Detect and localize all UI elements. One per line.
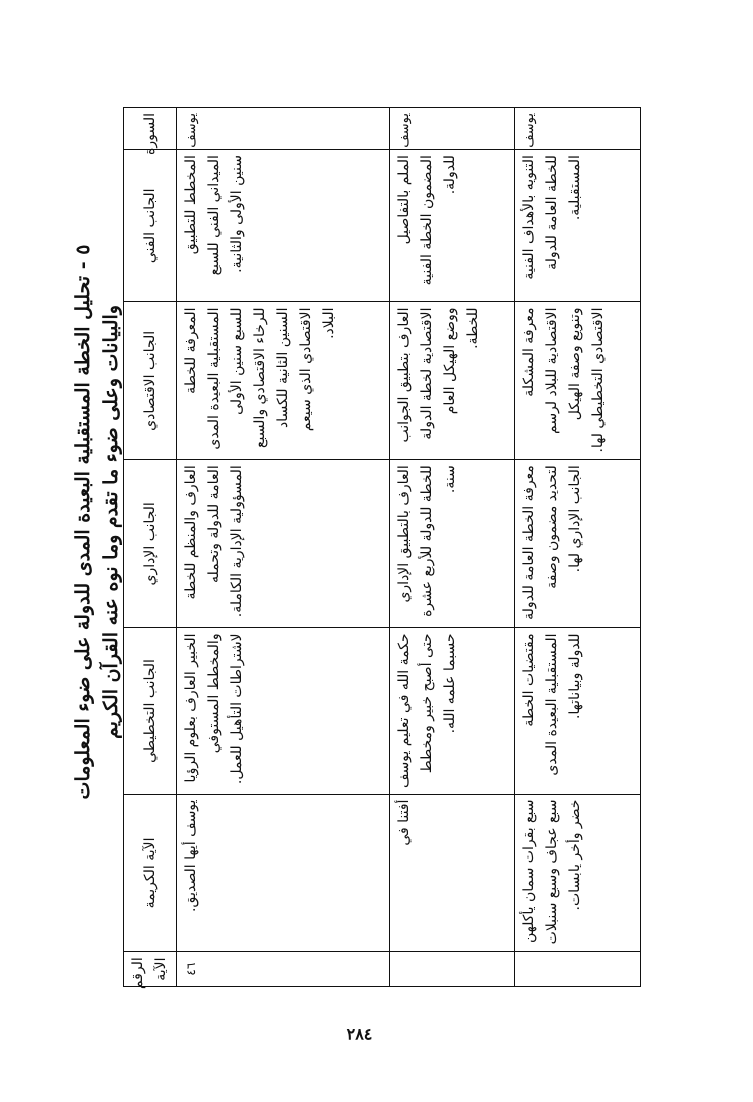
- section-heading: ٥ - تحليل الخطة المستقبلية البعيدة المدى للدولة على ضوء المعلومات: [72, 244, 94, 800]
- cell-surah: يوسف: [515, 108, 641, 150]
- header-num: الرقم الآية: [124, 952, 177, 987]
- cell-num: [389, 952, 515, 987]
- page-number: ٢٨٤: [346, 1024, 373, 1044]
- cell-aya: سبع بقرات سمان يأكلهن سبع عجاف وسبع سنبلات خضر وأخر يابسات.: [515, 794, 641, 952]
- cell-takhtiti: مقتضيات الخطة المستقبلية البعيدة المدى للدولة وبياناتها.: [515, 628, 641, 794]
- header-surah: السورة: [124, 108, 177, 150]
- cell-surah: يوسف: [177, 108, 390, 150]
- table-row: [177, 108, 390, 987]
- cell-fanni: الملم بالتفاصيل المضمون الخطة الفنية للدولة.: [389, 150, 515, 302]
- header-fanni: الجانب الفني: [124, 150, 177, 302]
- table-row: [515, 108, 641, 987]
- header-aya: الآية الكريمة: [124, 794, 177, 952]
- cell-num: ٤٦: [177, 952, 390, 987]
- cell-aya: يوسف أيها الصديق.: [177, 794, 390, 952]
- cell-iqtisadi: العارف بتطبيق الجوانب الاقتصادية لخطة الدولة ووضع الهيكل العام للخطة.: [389, 302, 515, 460]
- cell-fanni: المخطط للتطبيق الميداني الفني للسبع سنين الأولى والثانية.: [177, 150, 390, 302]
- header-takhtiti: الجانب التخطيطي: [124, 628, 177, 794]
- table-row: [389, 108, 515, 987]
- cell-aya: أفتنا في: [389, 794, 515, 952]
- analysis-table: [123, 107, 641, 990]
- cell-idari: العارف بالتطبيق الإداري للخطة للدولة للأربع عشرة سنة.: [389, 460, 515, 628]
- cell-iqtisadi: معرفة المشكلة الاقتصادية للبلاد لرسم وتنويع وصفة الهيكل الاقتصادي التخطيطي لها.: [515, 302, 641, 460]
- cell-takhtiti: حكمة الله في تعليم يوسف حتى أصبح خبير ومخطط حسبما علمه الله.: [389, 628, 515, 794]
- section-subheading: والبيانات وعلى ضوء ما تقدم وما نوه عنه القرآن الكريم: [100, 305, 122, 739]
- cell-fanni: التنويه بالأهداف الفنية للخطة العامة للدولة المستقبلية.: [515, 150, 641, 302]
- cell-idari: معرفة الخطة العامة للدولة لتحديد مضمون وصفة الجانب الإداري لها.: [515, 460, 641, 628]
- table-header-row: [124, 108, 177, 987]
- header-idari: الجانب الإداري: [124, 460, 177, 628]
- cell-surah: يوسف: [389, 108, 515, 150]
- cell-idari: العارف والمنظم للخطة العامة للدولة وتحمله المسؤولية الإدارية الكاملة.: [177, 460, 390, 628]
- header-iqtisadi: الجانب الاقتصادي: [124, 302, 177, 460]
- cell-num: [515, 952, 641, 987]
- cell-takhtiti: الخبير العارف بعلوم الرؤيا والمخطط المستوفي لاشتراطات التأهيل للعمل.: [177, 628, 390, 794]
- cell-iqtisadi: المعرفة للخطة المستقبلية البعيدة المدى للسبع سنين الأولى للرخاء الاقتصادي والسبع السنين الثانية للكساد الاقتصادي الذي سيعم البلاد.: [177, 302, 390, 460]
